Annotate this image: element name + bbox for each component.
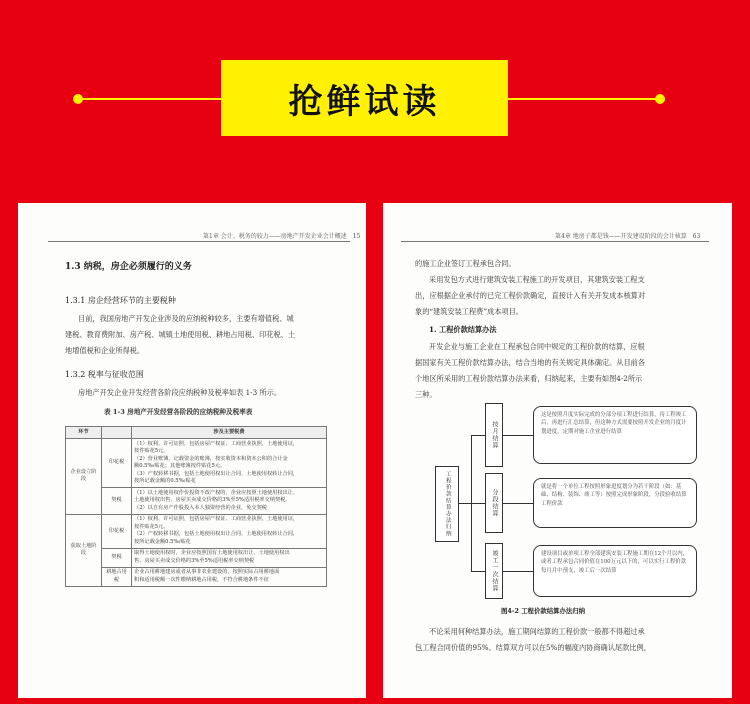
- paragraph-line: 建税、教育费附加、房产税、城镇土地使用税、耕地占用税、印花税、土: [65, 330, 296, 339]
- table-tax-cell: 印花税: [102, 439, 132, 488]
- diagram-desc-box: 就是将一个单位工程按照形象进度划分为若干阶段（如：基础、结构、装饰、竣工等）按照完成形象阶段，分段验收结算工程价款: [533, 478, 697, 528]
- banner-title: 抢鲜试读: [288, 81, 441, 122]
- subsection-title-2: 1.3.2 税率与征收范围: [65, 370, 144, 379]
- table-desc-cell: [132, 439, 327, 488]
- cell-line: （1）权利、许可证照，包括房屋产权证、工商营业执照、土地使用证，: [134, 440, 299, 447]
- table-caption: 表 1-3 房地产开发经营各阶段的应纳税种及税率表: [104, 408, 253, 416]
- table-row: [66, 514, 327, 548]
- diagram-connector: [471, 435, 485, 436]
- cell-line: 售、房屋买卖成交价格的3%至5%适用税率交纳契税: [134, 557, 255, 564]
- diagram-connector: [503, 571, 533, 572]
- paragraph-line: 出，应根据企业承付的已完工程价款确定，直接计入有关开发成本核算对: [415, 291, 646, 300]
- paragraph-line: 开发企业与施工企业在工程承包合同中规定的工程价款的结算，应根: [429, 342, 645, 351]
- cell-line: （1）权利、许可证照，包括房屋产权证、工商营业执照、土地使用证，: [134, 516, 299, 523]
- table-header-cell: 涉及主要税费: [132, 427, 327, 439]
- table-row: [66, 439, 327, 488]
- left-header-rule: [48, 241, 350, 242]
- diagram-connector: [471, 571, 485, 572]
- diagram-connector: [459, 503, 471, 504]
- table-row: [66, 548, 327, 567]
- subsection-title-1: 1.3.1 房企经营环节的主要税种: [65, 296, 176, 305]
- right-header-rule: [401, 241, 709, 242]
- table-desc-cell: [132, 567, 327, 586]
- cell-line: 土地使用权出售、房屋买卖成交价格的3%至5%适用税率交纳契税。: [134, 497, 291, 504]
- table-desc-cell: [132, 514, 327, 548]
- paragraph-line: 地增值税和企业所得税。: [65, 346, 145, 355]
- table-desc-cell: [132, 548, 327, 567]
- cell-line: 积和适用税额一次性缴纳耕地占用税，不符合耕地条件不征: [134, 577, 269, 583]
- banner-right-dot: [655, 94, 665, 104]
- diagram-root-box: 工程价款结算办法归纳: [435, 466, 459, 542]
- table-tax-cell: 印花税: [102, 514, 132, 548]
- table-tax-cell: 耕地占用税: [102, 567, 132, 586]
- paragraph-line: 三种。: [415, 390, 437, 399]
- banner-left-line: [80, 98, 221, 100]
- left-page-number: 15: [352, 233, 361, 240]
- cell-line: （1）以土地使用权作价投资不改产权的，企业应按照土地使用权出让、: [134, 489, 299, 496]
- cell-line: 按所记载金额0.5‰贴花: [134, 538, 191, 545]
- cell-line: （3）产权转移书据，包括土地使用权出让合同、土地使用权转让合同，: [134, 470, 299, 477]
- cell-line: 企业占用耕地建房或者从事非农业建设的，按照实际占用耕地面: [134, 569, 280, 576]
- paragraph-line: 包工程合同价值的95%。结算双方可以在5%的幅度内协商确认尾款比例，: [415, 643, 651, 652]
- cell-line: 按件贴花5元。: [134, 448, 169, 455]
- paragraph-line: 个地区所采用的工程价款结算办法来看，归纳起来，主要有如图4-2所示: [415, 374, 643, 383]
- cell-line: （2）产权转移书据，包括土地使用权出让合同、土地使用权转让合同，: [134, 531, 299, 538]
- paragraph-line: 的施工企业签订工程承包合同。: [415, 259, 516, 268]
- table-header-cell: [102, 427, 132, 439]
- diagram-connector: [471, 503, 485, 504]
- table-tax-cell: 契税: [102, 488, 132, 515]
- table-header-cell: 环节: [66, 427, 102, 439]
- cell-line: （2）以自有房产作股投入本人独资经营的企业，免交契税: [134, 504, 267, 511]
- banner: [221, 60, 508, 136]
- paragraph-line: 采用发包方式进行建筑安装工程施工的开发项目，其建筑安装工程支: [429, 275, 645, 284]
- cell-line: 按所记载金额的0.5‰贴花: [134, 478, 196, 485]
- cell-line: 取得土地使用权时，企业应按照国有土地使用权出让、土地使用权出: [134, 550, 290, 557]
- table-stage-cell: 企业设立阶段: [66, 439, 102, 515]
- left-running-head: [203, 231, 360, 240]
- banner-left-dot: [73, 94, 83, 104]
- table-row: [66, 488, 327, 515]
- table-desc-cell: [132, 488, 327, 515]
- paragraph-line: 目前，我国房地产开发企业涉及的应纳税种较多，主要有增值税、城: [78, 314, 294, 323]
- table-stage-cell: 获取土地阶段: [66, 514, 102, 586]
- left-running-head-text: 第1章 会计、税务的较力——房地产开发企业会计概述: [203, 233, 347, 240]
- diagram-connector: [503, 503, 533, 504]
- right-page-number: 63: [692, 233, 701, 240]
- diagram-branch-box: 竣工一次结算: [485, 543, 503, 599]
- right-running-head: [555, 231, 700, 240]
- right-page: [383, 203, 732, 698]
- paragraph-line: 房地产开发企业开发经营各阶段应纳税种及税率如表 1-3 所示。: [78, 388, 282, 397]
- section-title: 1.3 纳税，房企必须履行的义务: [65, 262, 192, 272]
- diagram-desc-box: 这是按照月度实际完成的分部分项工程进行结算，待工程竣工后，再进行汇总结算，但这种方式需要按照开发企业的月度计划进度，定期对施工企业进行结算: [533, 406, 697, 464]
- right-running-head-text: 第4章 地房子都是钱——开发建设阶段的会计核算: [555, 233, 687, 240]
- table-tax-cell: 契税: [102, 548, 132, 567]
- cell-line: 额0.5‰贴花；其他账簿按件贴花5元。: [134, 463, 226, 470]
- cell-line: 按件贴花5元。: [134, 523, 169, 530]
- paragraph-line: 不论采用何种结算办法，施工期间结算的工程价款一般都不得超过承: [429, 627, 645, 636]
- diagram-branch-box: 分段结算: [485, 473, 503, 533]
- diagram-branch-box: 按月结算: [485, 403, 503, 467]
- tax-table: [65, 426, 327, 587]
- paragraph-line: 象的“建筑安装工程费”成本项目。: [415, 307, 523, 316]
- table-row: [66, 567, 327, 586]
- banner-right-line: [508, 98, 658, 100]
- subheading: 1. 工程价款结算办法: [429, 325, 497, 334]
- left-page: [18, 203, 366, 698]
- figure-caption: 图4-2 工程价款结算办法归纳: [501, 607, 586, 615]
- diagram-connector: [503, 435, 533, 436]
- paragraph-line: 据国家有关工程价款结算办法，结合当地的有关规定具体确定。从目前各: [415, 358, 646, 367]
- diagram-desc-box: 建设项目或单项工程全部建筑安装工程施工期在12个月以内，或者工程承包合同价值在100万元以下的，可以实行工程价款每月月中预支，竣工后一次结算: [533, 545, 697, 597]
- cell-line: （2）营业账簿，记载资金的账簿，按实收资本和资本公积的合计金: [134, 455, 288, 462]
- table-header-row: [66, 427, 327, 439]
